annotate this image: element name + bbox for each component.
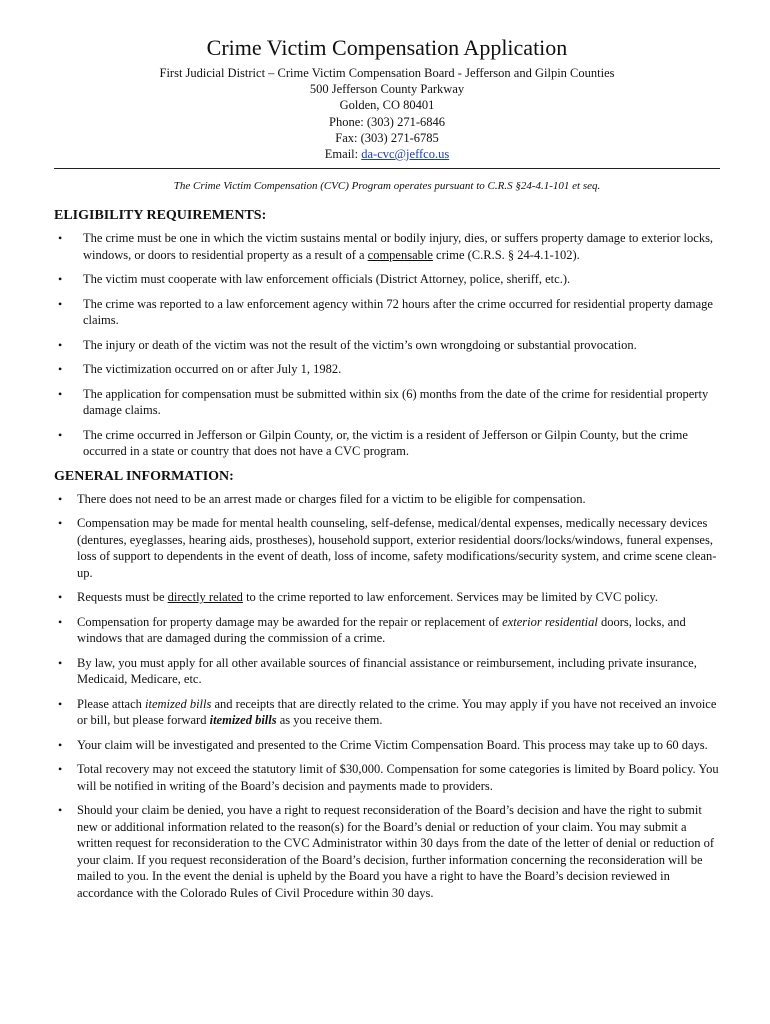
header-divider <box>54 168 720 169</box>
eligibility-heading: ELIGIBILITY REQUIREMENTS: <box>54 208 267 224</box>
phone-number: Phone: (303) 271-6846 <box>329 114 445 129</box>
bullet-icon: • <box>58 762 63 777</box>
email-link[interactable]: da-cvc@jeffco.us <box>361 147 450 162</box>
bullet-icon: • <box>58 590 63 605</box>
list-item: • There does not need to be an arrest made or charges filed for a victim to be eligible for compensation. <box>58 491 586 506</box>
email-label: Email: <box>324 147 362 162</box>
bullet-icon: • <box>58 386 63 401</box>
list-item: • By law, you must apply for all other available sources of financial assistance or reimbursement, including private insurance, Medicaid, Medicare, etc. <box>58 655 697 687</box>
list-item: • The crime must be one in which the victim sustains mental or bodily injury, dies, or suffers property damage to exterior locks, windows, or doors to residential property as a result of a compensable crime (C.R.S. § 24-4.1-102). <box>58 231 714 262</box>
street-address: 500 Jefferson County Parkway <box>309 82 465 97</box>
eligibility-list <box>54 230 720 460</box>
general-info-list <box>54 491 720 902</box>
document-header <box>54 34 720 162</box>
bullet-icon: • <box>58 737 63 752</box>
city-state-zip: Golden, CO 80401 <box>339 98 435 113</box>
bullet-icon: • <box>58 231 63 246</box>
bullet-icon: • <box>58 427 63 442</box>
list-item: • The victimization occurred on or after July 1, 1982. <box>58 362 342 377</box>
list-item: • Total recovery may not exceed the statutory limit of $30,000. Compensation for some categories is limited by Board policy. You will be notified in writing of the Board’s decision and payments made to providers. <box>58 762 719 793</box>
general-info-heading: GENERAL INFORMATION: <box>54 468 234 484</box>
list-item: • The crime occurred in Jefferson or Gilpin County, or, the victim is a resident of Jefferson or Gilpin County, but the crime occurred in a state or country that does not have a CVC program. <box>58 427 688 459</box>
bullet-icon: • <box>58 296 63 311</box>
bullet-icon: • <box>58 272 63 287</box>
list-item: • Your claim will be investigated and presented to the Crime Victim Compensation Board. This process may take up to 60 days. <box>58 737 708 752</box>
bullet-icon: • <box>58 655 63 670</box>
list-item: • Compensation may be made for mental health counseling, self-defense, medical/dental expenses, medically necessary devices (dentures, eyeglasses, hearing aids, prostheses), household support, exterior residential doors/locks/windows, funeral expenses, loss of support to dependents in the event of death, loss of income, safety modifications/security system, and crime scene clean-up. <box>58 516 717 580</box>
list-item: • Compensation for property damage may be awarded for the repair or replacement of exterior residential doors, locks, and windows that are damaged during the commission of a crime. <box>58 614 686 646</box>
page-title: Crime Victim Compensation Application <box>206 35 568 60</box>
list-item: • The victim must cooperate with law enforcement officials (District Attorney, police, sheriff, etc.). <box>58 272 571 287</box>
list-item: • Requests must be directly related to the crime reported to law enforcement. Services may be limited by CVC policy. <box>58 590 658 605</box>
bullet-icon: • <box>58 803 63 818</box>
statute-note: The Crime Victim Compensation (CVC) Program operates pursuant to C.R.S §24-4.1-101 et seq. <box>173 180 601 193</box>
bullet-icon: • <box>58 362 63 377</box>
list-item: • Should your claim be denied, you have a right to request reconsideration of the Board’s decision and have the right to submit new or additional information related to the reason(s) for the Board’s denial or reduction of your claim. You may submit a written request for reconsideration to the CVC Administrator within 30 days from the date of the letter of denial or reduction of your claim. If you request reconsideration of the Board’s decision, further information concerning the reconsideration will be mailed to you. In the event the denial is upheld by the Board you have a right to have the Board’s decision reviewed in accordance with the Colorado Rules of Civil Procedure within 30 days. <box>58 803 714 900</box>
list-item: • The application for compensation must be submitted within six (6) months from the date of the crime for residential property damage claims. <box>58 386 709 418</box>
bullet-icon: • <box>58 337 63 352</box>
list-item: • Please attach itemized bills and receipts that are directly related to the crime. You may apply if you have not received an invoice or bill, but please forward itemized bills as you receive them. <box>58 696 717 728</box>
bullet-icon: • <box>58 614 63 629</box>
email-line <box>54 146 720 162</box>
list-item: • The injury or death of the victim was not the result of the victim’s own wrongdoing or substantial provocation. <box>58 337 637 352</box>
bullet-icon: • <box>58 516 63 531</box>
bullet-icon: • <box>58 696 63 711</box>
fax-number: Fax: (303) 271-6785 <box>335 130 439 145</box>
list-item: • The crime was reported to a law enforcement agency within 72 hours after the crime occurred for residential property damage claims. <box>58 296 713 328</box>
district-line: First Judicial District – Crime Victim Compensation Board - Jefferson and Gilpin Counties <box>159 66 615 80</box>
bullet-icon: • <box>58 491 63 506</box>
